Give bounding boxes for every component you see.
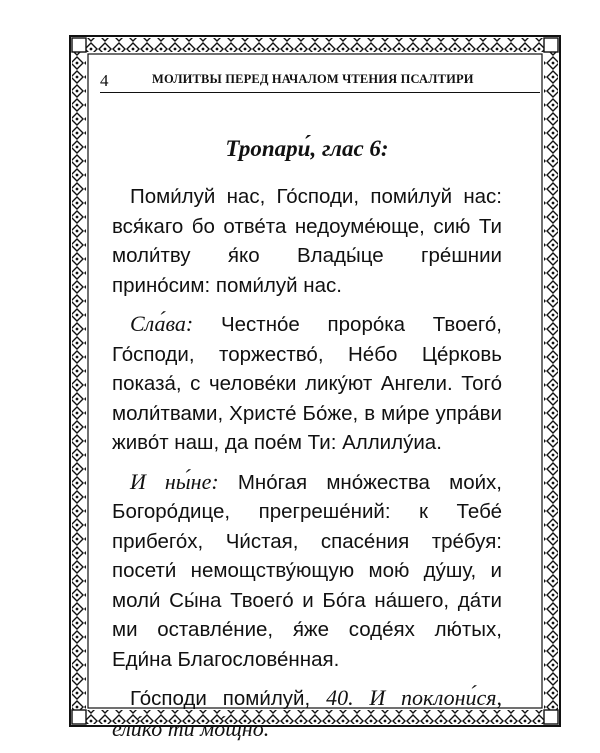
header-rule: [100, 92, 540, 93]
paragraph-lead: И ны́не:: [130, 468, 219, 494]
paragraph-text: Го́споди поми́луй,: [130, 687, 327, 710]
paragraph-tail: 40. И поклони́ся, ели́ко ти мо́щно.: [112, 685, 502, 741]
running-head: МОЛИТВЫ ПЕРЕД НАЧАЛОМ ЧТЕНИЯ ПСАЛТИРИ: [152, 72, 474, 86]
paragraph-1: [112, 182, 502, 300]
paragraph-lead: Сла́ва:: [130, 311, 194, 336]
section-title: Тропари́, глас 6:: [225, 136, 389, 161]
paragraph-2: [112, 309, 502, 458]
paragraph-text: Честно́е проро́ка Твоего́, Го́споди, торжество́, Не́бо Це́рковь показа́, с челове́ки лику́ют Ангели. Того́ моли́твами, Христе́ Бо́же, в ми́ре упра́ви живо́т наш, да пое́м Ти: Аллилу́иа.: [112, 313, 502, 454]
paragraph-text: Поми́луй нас, Го́споди, поми́луй нас: вся́каго бо отве́та недоуме́юще, сию́ Ти моли́тву я́ко Влады́це гре́шнии прино́сим: поми́луй нас.: [112, 185, 502, 297]
page-header: [100, 71, 540, 91]
paragraph-4: [112, 683, 502, 744]
prayer-text: [112, 126, 502, 753]
paragraph-text: Мно́гая мно́жества мои́х, Богоро́дице, прегреше́ний: к Тебе́ прибего́х, Чи́стая, спасе́ния тре́буя: посети́ немощству́ющую мою́ ду́шу, и моли́ Сы́на Твоего́ и Бо́га на́шего, да́ти ми оставле́ние, я́же соде́ях лю́тых, Еди́на Благослове́нная.: [112, 470, 502, 671]
paragraph-3: [112, 467, 502, 675]
page-number: 4: [100, 71, 109, 90]
